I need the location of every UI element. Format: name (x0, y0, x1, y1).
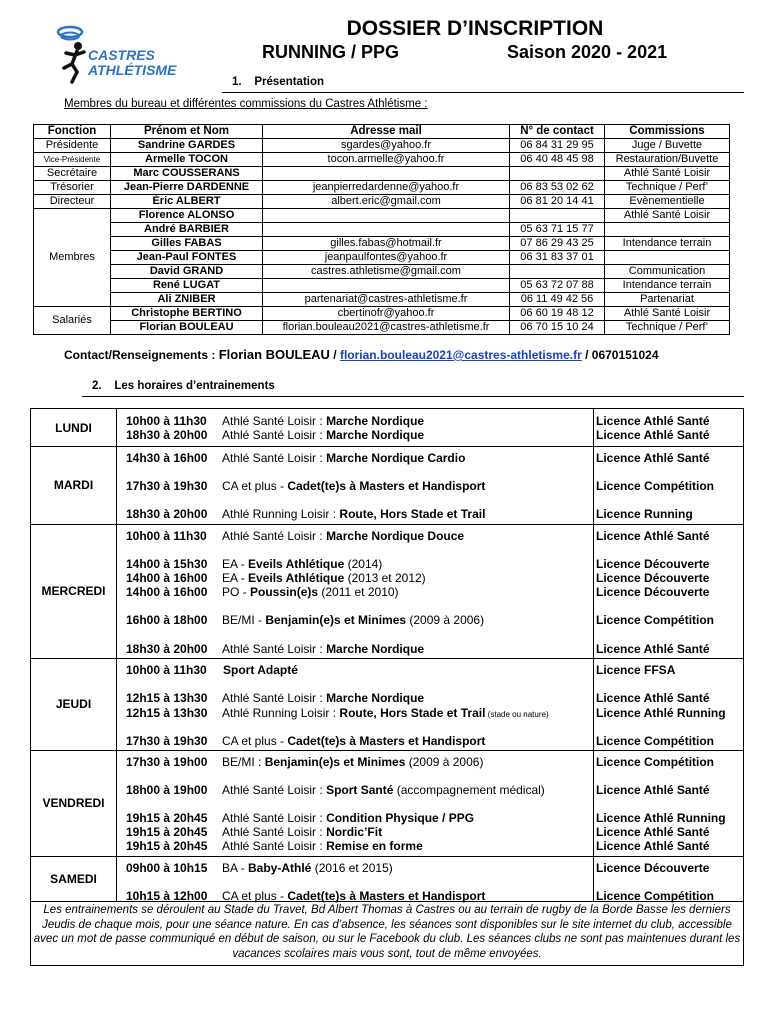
session-time: 18h30 à 20h00 (126, 428, 208, 442)
session-time: 18h00 à 19h00 (126, 783, 208, 797)
member-fonction: Présidente (34, 139, 111, 153)
member-commission: Evènementielle (605, 195, 730, 209)
member-fonction: Directeur (34, 195, 111, 209)
member-commission: Technique / Perf’ (605, 321, 730, 335)
day-lundi: LUNDI (31, 409, 117, 447)
session-licence: Licence Découverte (596, 585, 710, 599)
season-label: Saison 2020 - 2021 (507, 42, 668, 62)
day-block-lundi (116, 409, 743, 447)
member-name: Jean-Paul FONTES (111, 251, 263, 265)
member-fonction: Trésorier (34, 181, 111, 195)
day-jeudi: JEUDI (31, 658, 117, 751)
session-licence: Licence Athlé Santé (596, 783, 710, 797)
session-description: CA et plus - Cadet(te)s à Masters et Handisport (222, 889, 486, 903)
members-table (33, 124, 730, 335)
member-row (34, 181, 730, 195)
session-description: Athlé Santé Loisir : Marche Nordique Cardio (222, 451, 466, 465)
session-time: 09h00 à 10h15 (126, 861, 208, 875)
session-description: Athlé Santé Loisir : Marche Nordique (222, 428, 425, 442)
member-email (263, 279, 510, 293)
schedule-note: Les entrainements se déroulent au Stade du Travet, Bd Albert Thomas à Castres ou au terrain de rugby de la Borde Basse les derniers Jeudis de chaque mois, pour une séance nature. En cas d’absence, les séances sont disponibles sur le site internet du club, accessible avec un mot de passe communiqué en début de saison, ou sur le Facebook du club. Les séances clubs ne sont pas maintenues durant les vacances scolaires mais vous sont, tout de même envoyées. (33, 904, 741, 960)
session-time: 14h30 à 16h00 (126, 451, 208, 465)
member-fonction: Vice-Présidente (34, 153, 111, 167)
session-licence: Licence Compétition (596, 755, 715, 769)
member-phone: 06 40 48 45 98 (510, 153, 605, 167)
contact-line: Contact/Renseignements : Florian BOULEAU / florian.bouleau2021@castres-athletisme.fr / 0670151024 (64, 347, 659, 362)
col-mail: Adresse mail (263, 125, 510, 139)
member-row (34, 237, 730, 251)
member-email (263, 167, 510, 181)
member-fonction: Membres (34, 209, 111, 307)
member-row (34, 293, 730, 307)
member-row (34, 167, 730, 181)
member-commission: Athlé Santé Loisir (605, 307, 730, 321)
member-phone: 06 70 15 10 24 (510, 321, 605, 335)
member-commission: Communication (605, 265, 730, 279)
member-row (34, 307, 730, 321)
member-row (34, 279, 730, 293)
session-description: Athlé Santé Loisir : Nordic’Fit (222, 825, 383, 839)
member-commission: Juge / Buvette (605, 139, 730, 153)
section-1-heading: 1. Présentation (232, 76, 325, 88)
day-mercredi: MERCREDI (31, 524, 117, 659)
session-time: 19h15 à 20h45 (126, 839, 208, 853)
member-name: Sandrine GARDES (111, 139, 263, 153)
member-name: Ali ZNIBER (111, 293, 263, 307)
session-time: 14h00 à 16h00 (126, 585, 208, 599)
member-row (34, 209, 730, 223)
member-email: gilles.fabas@hotmail.fr (263, 237, 510, 251)
session-time: 14h00 à 16h00 (126, 571, 208, 585)
session-licence: Licence Athlé Santé (596, 825, 710, 839)
session-time: 18h30 à 20h00 (126, 507, 208, 521)
member-phone: 05 63 72 07 88 (510, 279, 605, 293)
day-samedi: SAMEDI (31, 856, 117, 902)
schedule-table (30, 408, 744, 966)
session-licence: Licence Athlé Santé (596, 839, 710, 853)
session-time: 10h00 à 11h30 (126, 663, 207, 677)
session-licence: Licence Athlé Santé (596, 451, 710, 465)
session-licence: Licence Athlé Santé (596, 642, 710, 656)
member-row (34, 321, 730, 335)
member-name: David GRAND (111, 265, 263, 279)
member-email: partenariat@castres-athletisme.fr (263, 293, 510, 307)
day-mardi: MARDI (31, 446, 117, 525)
document-subtitle: RUNNING / PPG (262, 42, 400, 62)
member-commission: Intendance terrain (605, 279, 730, 293)
member-name: Marc COUSSERANS (111, 167, 263, 181)
member-row (34, 153, 730, 167)
session-time: 17h30 à 19h30 (126, 734, 208, 748)
session-description: Athlé Santé Loisir : Marche Nordique (222, 414, 425, 428)
session-description: Athlé Santé Loisir : Condition Physique / PPG (222, 811, 475, 825)
member-phone: 05 63 71 15 77 (510, 223, 605, 237)
session-description: Athlé Santé Loisir : Remise en forme (222, 839, 423, 853)
member-name: René LUGAT (111, 279, 263, 293)
session-description: EA - Eveils Athlétique (2013 et 2012) (222, 571, 426, 585)
members-table-header (34, 125, 730, 139)
member-email: sgardes@yahoo.fr (263, 139, 510, 153)
col-fonction: Fonction (34, 125, 111, 139)
session-licence: Licence Compétition (596, 889, 715, 903)
member-name: Florian BOULEAU (111, 321, 263, 335)
member-email: jeanpierredardenne@yahoo.fr (263, 181, 510, 195)
day-block-samedi (116, 856, 743, 902)
member-name: Armelle TOCON (111, 153, 263, 167)
member-commission: Athlé Santé Loisir (605, 209, 730, 223)
day-block-mercredi (116, 524, 743, 659)
session-time: 17h30 à 19h00 (126, 755, 208, 769)
session-time: 10h00 à 11h30 (126, 529, 207, 543)
member-fonction: Salariés (34, 307, 111, 335)
member-commission: Athlé Santé Loisir (605, 167, 730, 181)
session-description: Athlé Santé Loisir : Marche Nordique Douce (222, 529, 465, 543)
session-description: BE/MI : Benjamin(e)s et Minimes (2009 à 2006) (222, 755, 484, 769)
member-row (34, 139, 730, 153)
session-licence: Licence Compétition (596, 479, 715, 493)
day-vendredi: VENDREDI (31, 750, 117, 857)
member-email: castres.athletisme@gmail.com (263, 265, 510, 279)
session-time: 17h30 à 19h30 (126, 479, 208, 493)
session-description: EA - Eveils Athlétique (2014) (222, 557, 383, 571)
member-phone: 06 11 49 42 56 (510, 293, 605, 307)
member-phone: 06 31 83 37 01 (510, 251, 605, 265)
session-licence: Licence Découverte (596, 557, 710, 571)
member-phone: 06 84 31 29 95 (510, 139, 605, 153)
session-licence: Licence Athlé Running (596, 811, 726, 825)
section-1-rule (222, 92, 744, 93)
session-description: BA - Baby-Athlé (2016 et 2015) (222, 861, 393, 875)
member-phone (510, 167, 605, 181)
col-commission: Commissions (605, 125, 730, 139)
session-description: Sport Adapté (223, 663, 298, 677)
member-name: Éric ALBERT (111, 195, 263, 209)
col-nom: Prénom et Nom (111, 125, 263, 139)
section-2-rule (82, 396, 744, 397)
member-commission (605, 251, 730, 265)
member-phone (510, 265, 605, 279)
member-phone: 06 60 19 48 12 (510, 307, 605, 321)
session-licence: Licence Athlé Santé (596, 428, 710, 442)
member-commission: Technique / Perf’ (605, 181, 730, 195)
session-description: Athlé Santé Loisir : Marche Nordique (222, 642, 425, 656)
section-2-heading: 2. Les horaires d’entrainements (92, 380, 275, 392)
session-time: 16h00 à 18h00 (126, 613, 208, 627)
member-email (263, 209, 510, 223)
session-licence: Licence FFSA (596, 663, 676, 677)
member-email: jeanpaulfontes@yahoo.fr (263, 251, 510, 265)
member-name: Christophe BERTINO (111, 307, 263, 321)
contact-name: Florian BOULEAU (218, 347, 330, 362)
member-row (34, 265, 730, 279)
member-row (34, 223, 730, 237)
member-phone: 07 86 29 43 25 (510, 237, 605, 251)
session-time: 19h15 à 20h45 (126, 825, 208, 839)
day-block-jeudi (116, 658, 743, 751)
member-fonction: Secrétaire (34, 167, 111, 181)
session-licence: Licence Découverte (596, 571, 710, 585)
member-phone (510, 209, 605, 223)
session-time: 12h15 à 13h30 (126, 706, 208, 720)
session-licence: Licence Athlé Santé (596, 691, 710, 705)
session-time: 12h15 à 13h30 (126, 691, 208, 705)
member-email: tocon.armelle@yahoo.fr (263, 153, 510, 167)
member-commission: Partenariat (605, 293, 730, 307)
session-licence: Licence Découverte (596, 861, 710, 875)
session-description: Athlé Santé Loisir : Sport Santé (accompagnement médical) (222, 783, 545, 797)
session-description: CA et plus - Cadet(te)s à Masters et Handisport (222, 734, 486, 748)
session-time: 14h00 à 15h30 (126, 557, 208, 571)
session-description: Athlé Running Loisir : Route, Hors Stade et Trail (stade ou nature) (222, 706, 549, 720)
session-time: 10h15 à 12h00 (126, 889, 208, 903)
session-time: 19h15 à 20h45 (126, 811, 208, 825)
session-licence: Licence Running (596, 507, 693, 521)
member-email: florian.bouleau2021@castres-athletisme.fr (263, 321, 510, 335)
logo-text: CASTRES ATHLÉTISME (88, 47, 177, 78)
member-name: Jean-Pierre DARDENNE (111, 181, 263, 195)
member-email (263, 223, 510, 237)
member-email: cbertinofr@yahoo.fr (263, 307, 510, 321)
day-block-vendredi (116, 750, 743, 857)
member-name: Gilles FABAS (111, 237, 263, 251)
member-name: André BARBIER (111, 223, 263, 237)
session-description: PO - Poussin(e)s (2011 et 2010) (222, 585, 399, 599)
session-licence: Licence Compétition (596, 734, 715, 748)
session-licence: Licence Athlé Santé (596, 414, 710, 428)
members-intro: Membres du bureau et différentes commissions du Castres Athlétisme : (64, 98, 428, 110)
document-title: DOSSIER D’INSCRIPTION (346, 17, 604, 40)
member-row (34, 195, 730, 209)
session-licence: Licence Athlé Running (596, 706, 726, 720)
session-time: 10h00 à 11h30 (126, 414, 207, 428)
member-commission (605, 223, 730, 237)
member-email: albert.eric@gmail.com (263, 195, 510, 209)
member-phone: 06 83 53 02 62 (510, 181, 605, 195)
session-description: CA et plus - Cadet(te)s à Masters et Handisport (222, 479, 486, 493)
session-licence: Licence Athlé Santé (596, 529, 710, 543)
member-commission: Restauration/Buvette (605, 153, 730, 167)
contact-email-link[interactable]: florian.bouleau2021@castres-athletisme.fr (339, 348, 582, 362)
session-time: 18h30 à 20h00 (126, 642, 208, 656)
member-phone: 06 81 20 14 41 (510, 195, 605, 209)
session-description: BE/MI - Benjamin(e)s et Minimes (2009 à 2006) (222, 613, 485, 627)
day-block-mardi (116, 446, 743, 525)
session-description: Athlé Santé Loisir : Marche Nordique (222, 691, 425, 705)
col-tel: N° de contact (510, 125, 605, 139)
contact-phone: 0670151024 (591, 348, 659, 362)
session-licence: Licence Compétition (596, 613, 715, 627)
member-name: Florence ALONSO (111, 209, 263, 223)
member-row (34, 251, 730, 265)
session-description: Athlé Running Loisir : Route, Hors Stade et Trail (222, 507, 486, 521)
member-commission: Intendance terrain (605, 237, 730, 251)
